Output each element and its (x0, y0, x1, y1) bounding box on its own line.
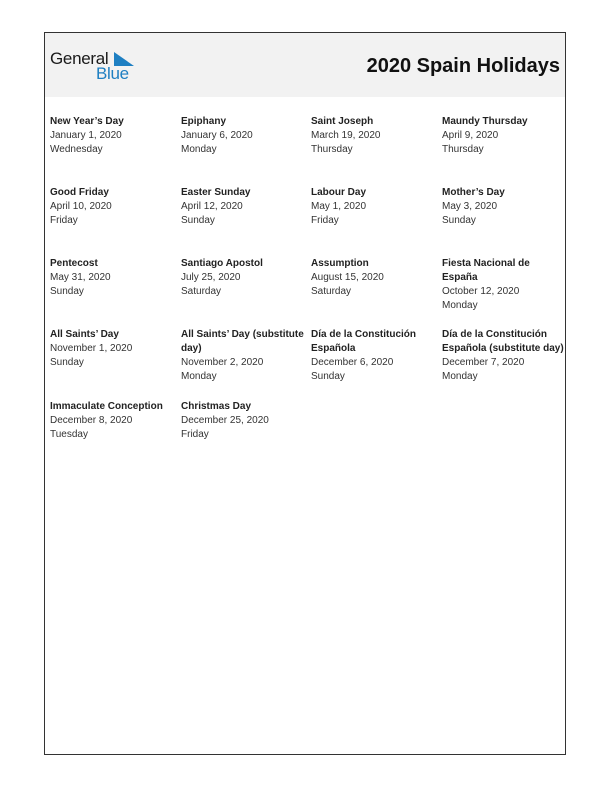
holiday-date: April 9, 2020 (442, 130, 499, 141)
holiday-weekday: Tuesday (50, 429, 88, 440)
holiday-name: Labour Day (311, 187, 367, 198)
holiday-name: Easter Sunday (181, 187, 251, 198)
holiday-weekday: Wednesday (50, 144, 103, 155)
header-band (45, 33, 565, 97)
holiday-date: November 2, 2020 (181, 357, 264, 368)
holiday-weekday: Monday (442, 371, 478, 382)
holiday-name: Christmas Day (181, 401, 252, 412)
holiday-name: Día de la Constitución Española (311, 329, 417, 354)
holiday-date: August 15, 2020 (311, 272, 384, 283)
generalblue-logo (50, 50, 140, 84)
holiday-name: Fiesta Nacional de España (442, 258, 530, 283)
holiday-weekday: Monday (181, 144, 217, 155)
holiday-item (181, 400, 307, 442)
holiday-name: New Year’s Day (50, 116, 124, 127)
holiday-item (50, 400, 176, 442)
holiday-weekday: Friday (311, 215, 339, 226)
holiday-item (50, 328, 176, 370)
holiday-weekday: Thursday (311, 144, 353, 155)
holiday-name: All Saints’ Day (50, 329, 119, 340)
holiday-weekday: Saturday (181, 286, 222, 297)
holiday-date: July 25, 2020 (181, 272, 241, 283)
holiday-name: Santiago Apostol (181, 258, 263, 269)
holiday-weekday: Friday (50, 215, 78, 226)
holiday-weekday: Monday (442, 300, 478, 311)
holiday-date: December 6, 2020 (311, 357, 394, 368)
holiday-date: December 7, 2020 (442, 357, 525, 368)
holiday-name: Assumption (311, 258, 369, 269)
holiday-item (50, 257, 176, 299)
holiday-item (50, 115, 176, 157)
holiday-item (181, 186, 307, 228)
holiday-item (181, 257, 307, 299)
holiday-item (442, 257, 568, 313)
holiday-date: April 10, 2020 (50, 201, 112, 212)
holiday-item (181, 328, 307, 384)
holiday-name: Good Friday (50, 187, 109, 198)
holiday-weekday: Sunday (442, 215, 476, 226)
holiday-weekday: Friday (181, 429, 209, 440)
holiday-name: All Saints’ Day (substitute day) (181, 329, 304, 354)
holiday-item (442, 186, 568, 228)
page-title: 2020 Spain Holidays (366, 55, 560, 77)
holiday-weekday: Sunday (50, 286, 84, 297)
holiday-date: May 3, 2020 (442, 201, 498, 212)
holiday-item (442, 328, 568, 384)
holiday-item (50, 186, 176, 228)
holiday-weekday: Thursday (442, 144, 484, 155)
holiday-weekday: Sunday (50, 357, 84, 368)
holiday-item (311, 115, 437, 157)
holiday-item (442, 115, 568, 157)
holiday-weekday: Sunday (311, 371, 345, 382)
holiday-date: December 8, 2020 (50, 415, 133, 426)
holiday-weekday: Monday (181, 371, 217, 382)
holiday-item (181, 115, 307, 157)
holiday-date: November 1, 2020 (50, 343, 133, 354)
holiday-sheet (44, 32, 566, 755)
holiday-item (311, 257, 437, 299)
holiday-date: March 19, 2020 (311, 130, 381, 141)
logo-blue-text: Blue (96, 64, 129, 83)
holiday-weekday: Saturday (311, 286, 352, 297)
holiday-date: October 12, 2020 (442, 286, 520, 297)
holiday-date: May 31, 2020 (50, 272, 111, 283)
holiday-name: Saint Joseph (311, 116, 374, 127)
holiday-item (311, 186, 437, 228)
holiday-name: Epiphany (181, 116, 227, 127)
holiday-name: Mother’s Day (442, 187, 505, 198)
holiday-item (311, 328, 437, 384)
holiday-date: May 1, 2020 (311, 201, 367, 212)
holiday-date: December 25, 2020 (181, 415, 269, 426)
holiday-name: Immaculate Conception (50, 401, 163, 412)
holiday-weekday: Sunday (181, 215, 215, 226)
holiday-date: April 12, 2020 (181, 201, 243, 212)
holiday-name: Día de la Constitución Española (substitute day) (442, 329, 564, 354)
holiday-date: January 1, 2020 (50, 130, 122, 141)
holiday-name: Maundy Thursday (442, 116, 528, 127)
holiday-name: Pentecost (50, 258, 98, 269)
logo-general-text: General (50, 49, 109, 68)
holiday-date: January 6, 2020 (181, 130, 253, 141)
